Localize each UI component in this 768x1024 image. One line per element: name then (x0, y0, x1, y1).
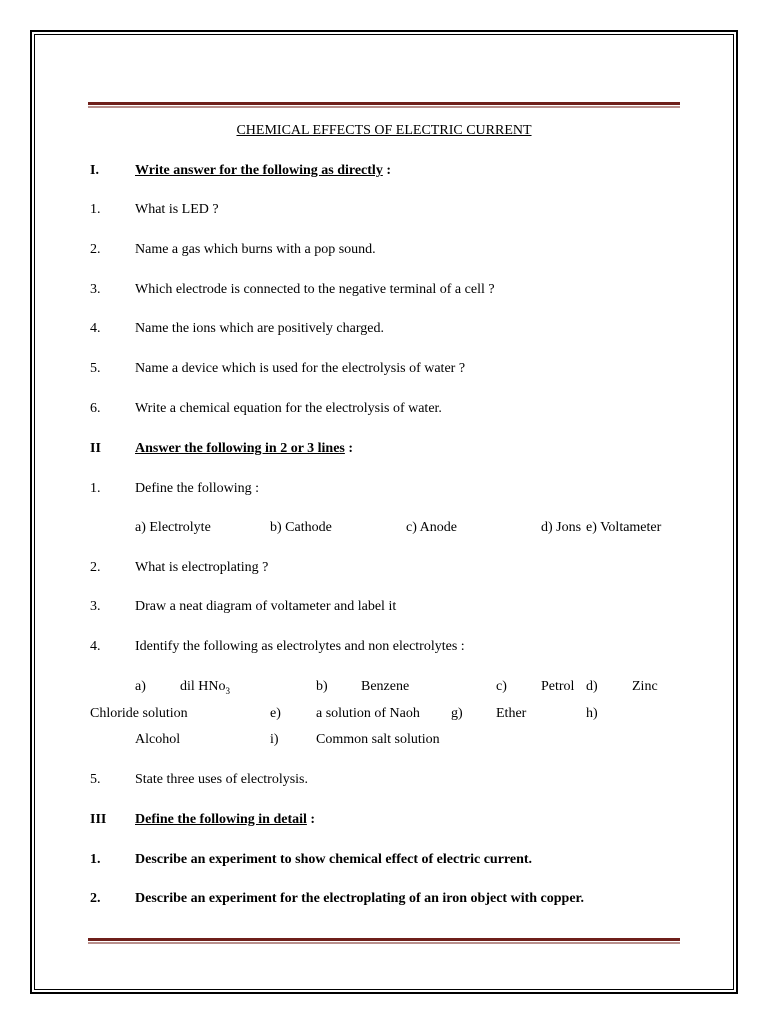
s2-q2-number: 2. (90, 560, 101, 575)
section-2-heading: Answer the following in 2 or 3 lines : (135, 441, 354, 456)
s2-q4-e-text: a solution of Naoh (316, 706, 420, 721)
section-2-number: II (90, 441, 101, 456)
section-1-heading: Write answer for the following as directly : (135, 163, 391, 178)
s2-q4-text: Identify the following as electrolytes and non electrolytes : (135, 639, 465, 654)
s2-q1-option-e: e) Voltameter (586, 520, 662, 535)
header-rule (88, 102, 680, 108)
s1-q2-text: Name a gas which burns with a pop sound. (135, 242, 376, 257)
s2-q1-number: 1. (90, 481, 101, 496)
s2-q1-option-c: c) Anode (406, 520, 457, 535)
footer-rule (88, 938, 680, 944)
s2-q4-e-label: e) (270, 706, 281, 721)
s2-q4-c-text: Petrol (541, 679, 575, 694)
section-3-number: III (90, 812, 107, 827)
s1-q3-number: 3. (90, 282, 101, 297)
section-1-number: I. (90, 163, 99, 178)
s1-q6-text: Write a chemical equation for the electrolysis of water. (135, 401, 442, 416)
s2-q3-text: Draw a neat diagram of voltameter and label it (135, 599, 397, 614)
s2-q4-number: 4. (90, 639, 101, 654)
s3-q1-text: Describe an experiment to show chemical effect of electric current. (135, 852, 533, 867)
page-title: CHEMICAL EFFECTS OF ELECTRIC CURRENT (236, 123, 532, 138)
s2-q5-text: State three uses of electrolysis. (135, 772, 309, 787)
s2-q4-d-label: d) (586, 679, 598, 694)
s3-q2-number: 2. (90, 891, 101, 906)
s1-q1-text: What is LED ? (135, 202, 219, 217)
s2-q4-a-text: dil HNo$_3$ (180, 679, 230, 696)
s2-q4-d-continued: Chloride solution (90, 706, 188, 721)
s3-q1-number: 1. (90, 852, 101, 867)
s2-q4-h-text: Alcohol (135, 732, 181, 747)
s2-q4-c-label: c) (496, 679, 507, 694)
s2-q4-b-text: Benzene (361, 679, 410, 694)
s2-q5-number: 5. (90, 772, 101, 787)
s1-q5-text: Name a device which is used for the electrolysis of water ? (135, 361, 466, 376)
section-3-heading: Define the following in detail : (135, 812, 316, 827)
s2-q4-g-text: Ether (496, 706, 527, 721)
s3-q2-text: Describe an experiment for the electroplating of an iron object with copper. (135, 891, 584, 906)
s1-q5-number: 5. (90, 361, 101, 376)
s2-q4-h-label: h) (586, 706, 598, 721)
s2-q2-text: What is electroplating ? (135, 560, 269, 575)
s1-q4-text: Name the ions which are positively charged. (135, 321, 384, 336)
s2-q1-option-d: d) Jons (541, 520, 582, 535)
s1-q1-number: 1. (90, 202, 101, 217)
s2-q4-i-label: i) (270, 732, 279, 747)
s2-q1-option-a: a) Electrolyte (135, 520, 211, 535)
s1-q4-number: 4. (90, 321, 101, 336)
s2-q3-number: 3. (90, 599, 101, 614)
s2-q4-b-label: b) (316, 679, 328, 694)
s2-q4-i-text: Common salt solution (316, 732, 440, 747)
s2-q1-option-b: b) Cathode (270, 520, 332, 535)
s1-q6-number: 6. (90, 401, 101, 416)
s2-q4-a-label: a) (135, 679, 146, 694)
s2-q4-g-label: g) (451, 706, 463, 721)
s1-q3-text: Which electrode is connected to the negative terminal of a cell ? (135, 282, 495, 297)
s2-q4-d-text: Zinc (632, 679, 658, 694)
s1-q2-number: 2. (90, 242, 101, 257)
s2-q1-text: Define the following : (135, 481, 260, 496)
